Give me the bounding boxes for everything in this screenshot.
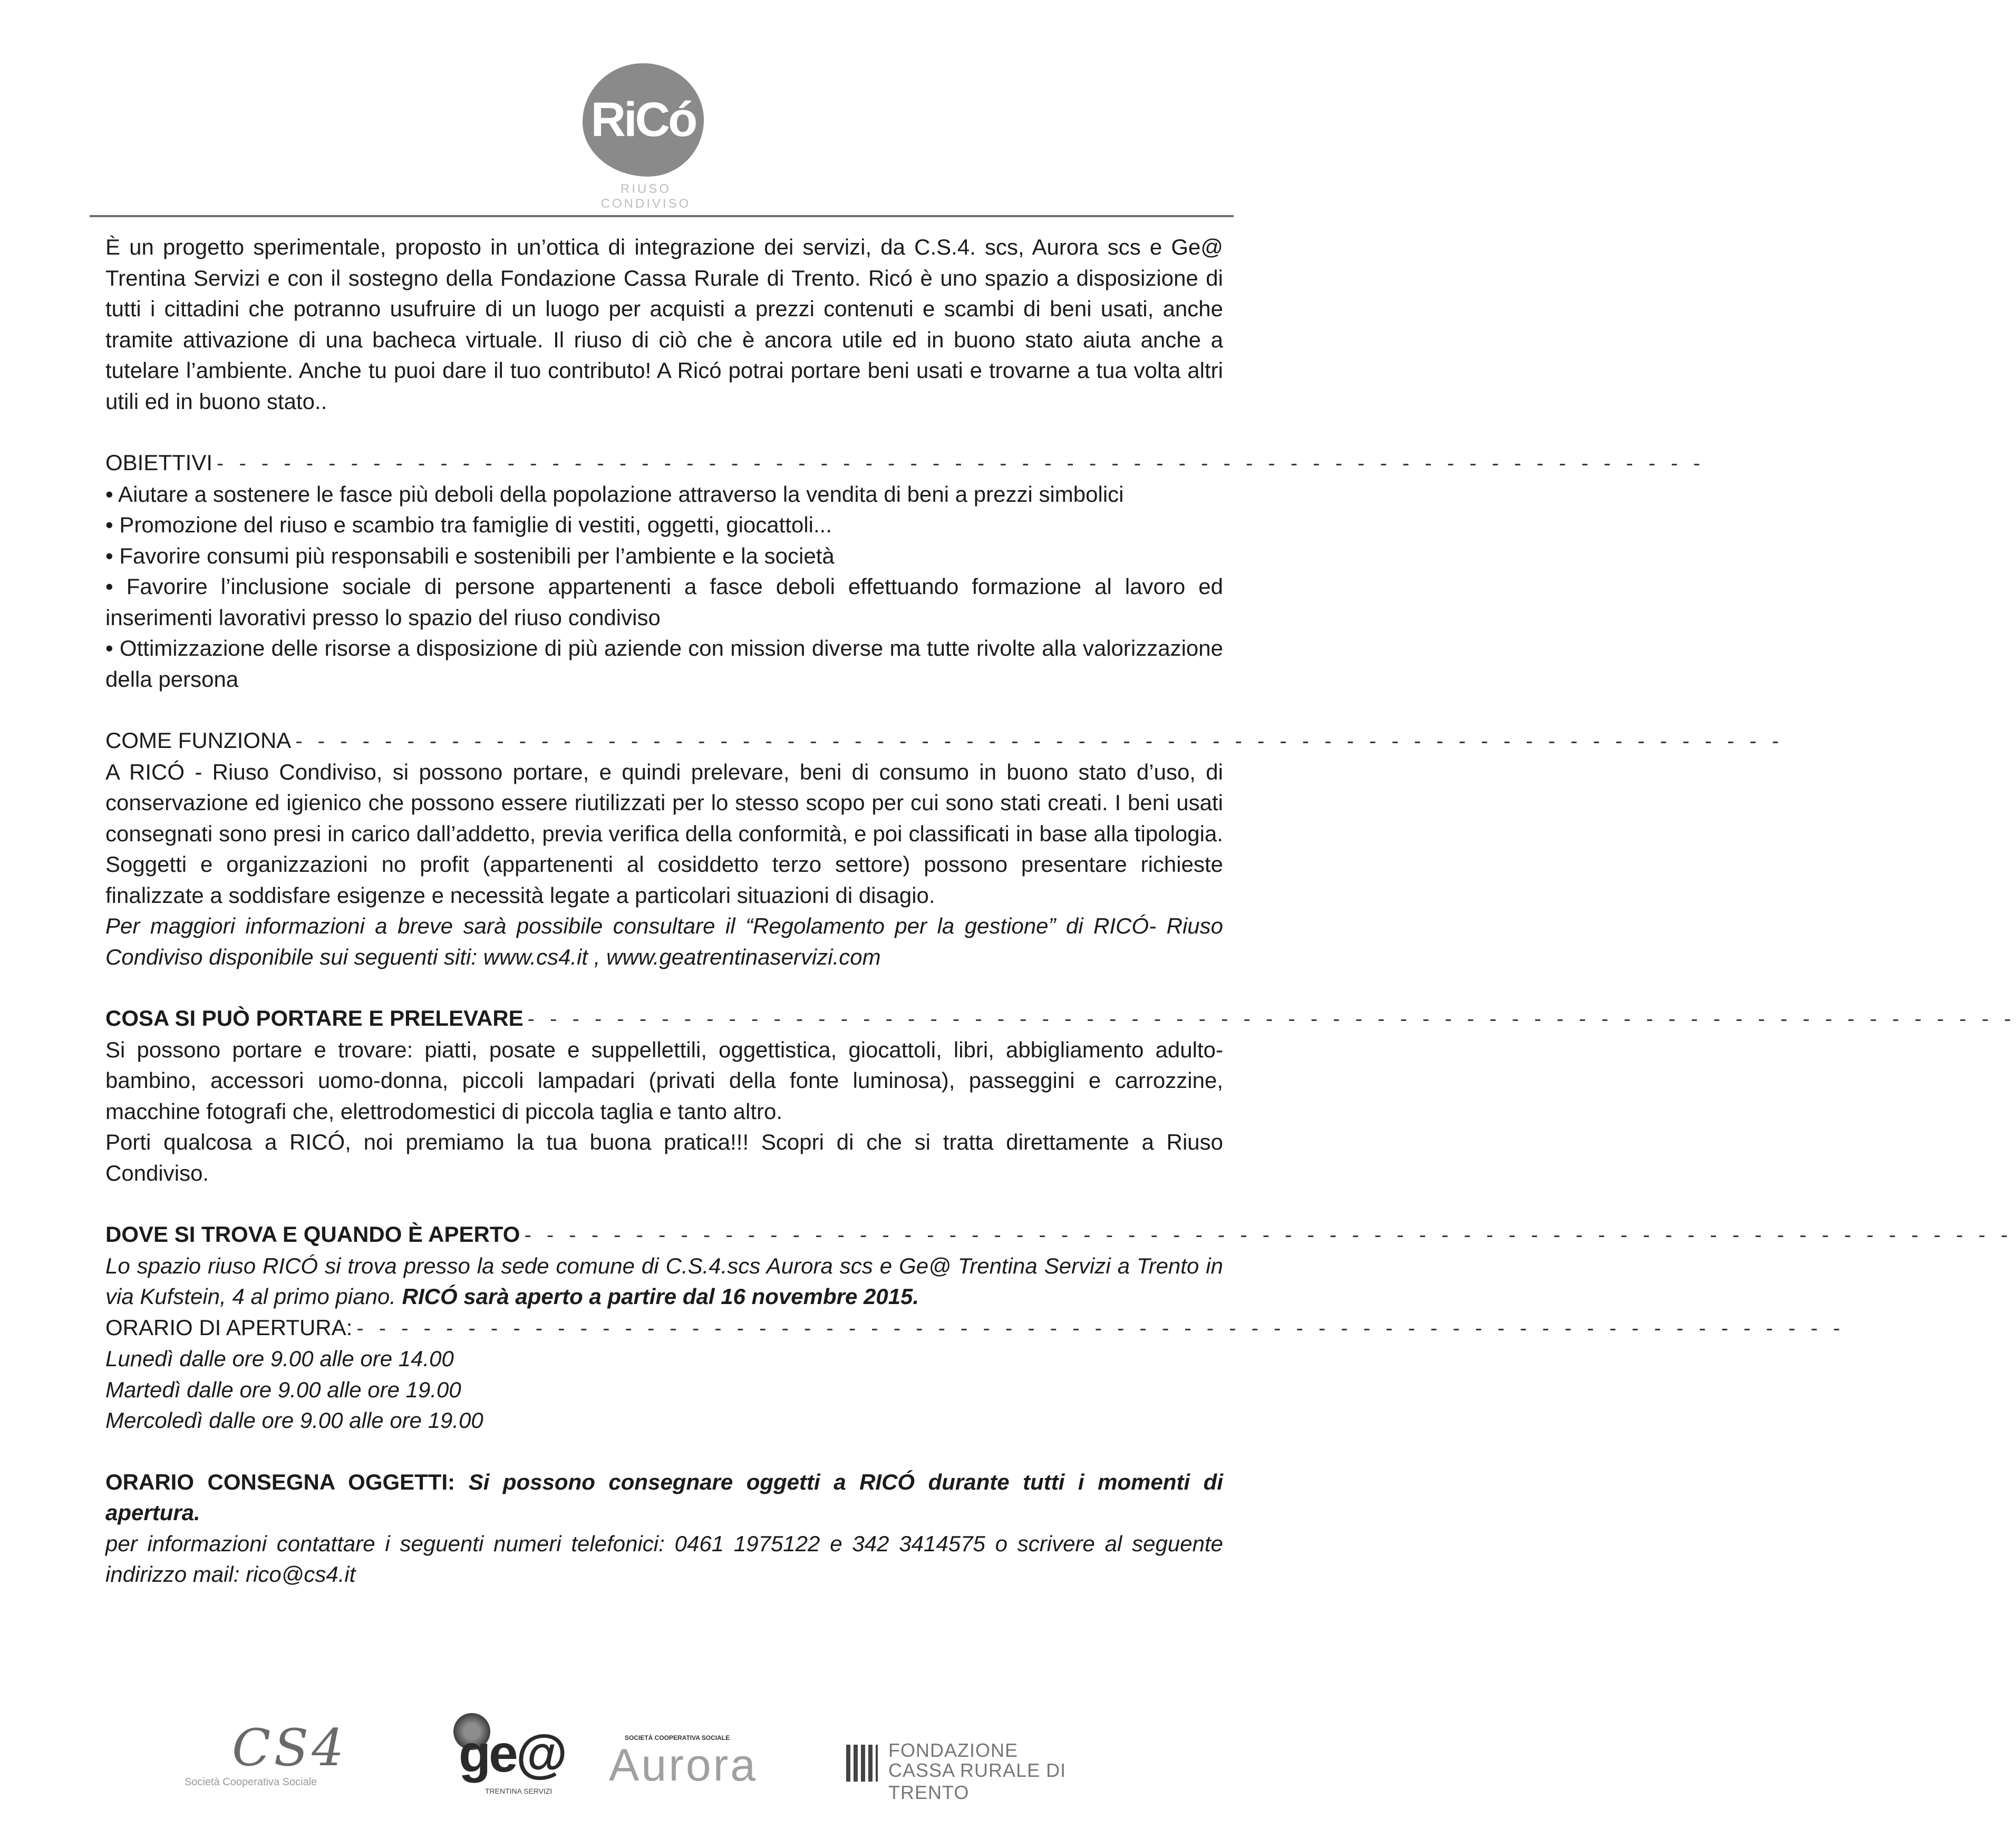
columns-icon <box>846 1745 878 1782</box>
consegna-text: Si possono consegnare oggetti a RICÓ durante tutti i momenti di apertura. <box>105 1469 1223 1525</box>
dashed-rule: - - - - - - - - - - - - - - - - - - - - - - - - - - - - - - - - - - - - - - - - - - - - - - - - - - - - - - - - - - - - - - - - - - - <box>524 1223 2013 1247</box>
cs4-subtitle: Società Cooperativa Sociale <box>185 1776 317 1788</box>
list-item: • Aiutare a sostenere le fasce più deboli della popolazione attraverso la vendita di beni a prezzi simbolici <box>105 481 1124 507</box>
fondazione-line2: CASSA RURALE DI TRENTO <box>888 1759 1067 1803</box>
cosa-paragraph: Si possono portare e trovare: piatti, posate e suppellettili, oggettistica, giocattoli, libri, abbigliamento adulto-bambino, accessori uomo-donna, piccoli lampadari (privati della fonte luminosa), passeggini e carrozzine, macchine fotografi che, elettrodomestici di piccola taglia e tanto altro. <box>105 1037 1223 1124</box>
section-obiettivi-heading <box>105 448 1705 479</box>
list-item: • Favorire consumi più responsabili e sostenibili per l’ambiente e la società <box>105 543 835 568</box>
cosa-paragraph-2: Porti qualcosa a RICÓ, noi premiamo la tua buona pratica!!! Scopri di che si tratta direttamente a Riuso Condiviso. <box>105 1130 1223 1185</box>
dove-location-text: Lo spazio riuso RICÓ si trova presso la sede comune di C.S.4.scs Aurora scs e Ge@ Trentina Servizi a Trento in via Kufstein, 4 al primo piano. <box>105 1253 1223 1309</box>
opening-hours-row: Lunedì dalle ore 9.00 alle ore 14.00 <box>105 1346 454 1371</box>
intro-paragraph: È un progetto sperimentale, proposto in un’ottica di integrazione dei servizi, da C.S.4. scs, Aurora scs e Ge@ Trentina Servizi e con il sostegno della Fondazione Cassa Rurale di Trento. Ricó è uno spazio a disposizione di tutti i cittadini che potranno usufruire di un luogo per acquisti a prezzi contenuti e scambi di beni usati, anche tramite attivazione di una bacheca virtuale. Il riuso di ciò che è ancora utile ed in buono stato aiuta anche a tutelare l’ambiente. Anche tu puoi dare il tuo contributo! A Ricó potrai portare beni usati e trovarne a tua volta altri utili ed in buono stato.. <box>105 235 1223 414</box>
gea-subtitle: TRENTINA SERVIZI <box>485 1787 553 1795</box>
gea-logo <box>453 1713 569 1803</box>
dashed-rule: - - - - - - - - - - - - - - - - - - - - - - - - - - - - - - - - - - - - - - - - - - - - - - - - - - - - - - - - - - - - - - - - - - - <box>356 1316 1845 1340</box>
aurora-mark: Aurora <box>609 1740 758 1791</box>
aurora-top: SOCIETÀ COOPERATIVA SOCIALE <box>625 1734 730 1742</box>
partner-logos <box>0 1713 1344 1803</box>
consegna-label: ORARIO CONSEGNA OGGETTI: <box>105 1469 455 1494</box>
dashed-rule: - - - - - - - - - - - - - - - - - - - - - - - - - - - - - - - - - - - - - - - - - - - - - - - - - - - - - - - - - - - - - - - - - - - <box>527 1007 2016 1030</box>
section-title: OBIETTIVI <box>105 450 213 475</box>
dove-paragraph <box>105 1251 1223 1312</box>
dashed-rule: - - - - - - - - - - - - - - - - - - - - - - - - - - - - - - - - - - - - - - - - - - - - - - - - - - - - - - - - - - - - - - - - - - - <box>217 452 1705 475</box>
section-orario-heading <box>105 1312 1845 1344</box>
section-title: DOVE SI TROVA E QUANDO È APERTO <box>105 1222 520 1247</box>
rico-logo <box>577 63 714 211</box>
gea-mark: ge@ <box>459 1724 566 1783</box>
contact-info: per informazioni contattare i seguenti numeri telefonici: 0461 1975122 e 342 3414575 o scrivere al seguente indirizzo mail: rico@cs4.it <box>105 1531 1223 1587</box>
section-title: COME FUNZIONA <box>105 728 292 753</box>
section-come-funziona-heading <box>105 725 1784 757</box>
fondazione-logo <box>846 1739 1141 1803</box>
cs4-mark: CS4 <box>232 1718 347 1777</box>
come-funziona-info: Per maggiori informazioni a breve sarà possibile consultare il “Regolamento per la gestione” di RICÓ- Riuso Condiviso disponibile sui seguenti siti: www.cs4.it , www.geatrentinaservizi.com <box>105 913 1223 969</box>
section-title: COSA SI PUÒ PORTARE E PRELEVARE <box>105 1006 524 1030</box>
come-funziona-paragraph: A RICÓ - Riuso Condiviso, si possono portare, e quindi prelevare, beni di consumo in buono stato d’uso, di conservazione ed igienico che possono essere riutilizzati per lo stesso scopo per cui sono stati creati. I beni usati consegnati sono presi in carico dall’addetto, previa verifica della conformità, e poi classificati in base alla tipologia. Soggetti e organizzazioni no profit (appartenenti al cosiddetto terzo settore) possono presentare richieste finalizzate a soddisfare esigenze e necessità legate a particolari situazioni di disagio. <box>105 759 1223 908</box>
header-divider <box>90 215 1234 217</box>
list-item: • Ottimizzazione delle risorse a disposizione di più aziende con mission diverse ma tutte rivolte alla valorizzazione della persona <box>105 636 1223 692</box>
logo-subtitle: RIUSO CONDIVISO <box>600 182 691 211</box>
fondazione-line1: FONDAZIONE <box>888 1739 1019 1761</box>
section-dove-heading <box>105 1219 2013 1251</box>
dove-opening-date: RICÓ sarà aperto a partire dal 16 novembre 2015. <box>402 1284 919 1309</box>
cs4-logo <box>185 1718 385 1792</box>
consegna-paragraph <box>105 1467 1223 1529</box>
opening-hours-row: Mercoledì dalle ore 9.00 alle ore 19.00 <box>105 1408 483 1433</box>
opening-hours-row: Martedì dalle ore 9.00 alle ore 19.00 <box>105 1377 461 1402</box>
dashed-rule: - - - - - - - - - - - - - - - - - - - - - - - - - - - - - - - - - - - - - - - - - - - - - - - - - - - - - - - - - - - - - - - - - - - <box>295 730 1784 753</box>
section-title: ORARIO DI APERTURA: <box>105 1315 353 1340</box>
section-cosa-heading <box>105 1003 2016 1035</box>
document-body <box>105 232 2016 1590</box>
logo-text: RiCó <box>590 93 696 147</box>
list-item: • Promozione del riuso e scambio tra famiglie di vestiti, oggetti, giocattoli... <box>105 512 832 537</box>
list-item: • Favorire l’inclusione sociale di persone appartenenti a fasce deboli effettuando formazione al lavoro ed inserimenti lavorativi presso lo spazio del riuso condiviso <box>105 574 1223 630</box>
aurora-logo <box>609 1734 788 1792</box>
